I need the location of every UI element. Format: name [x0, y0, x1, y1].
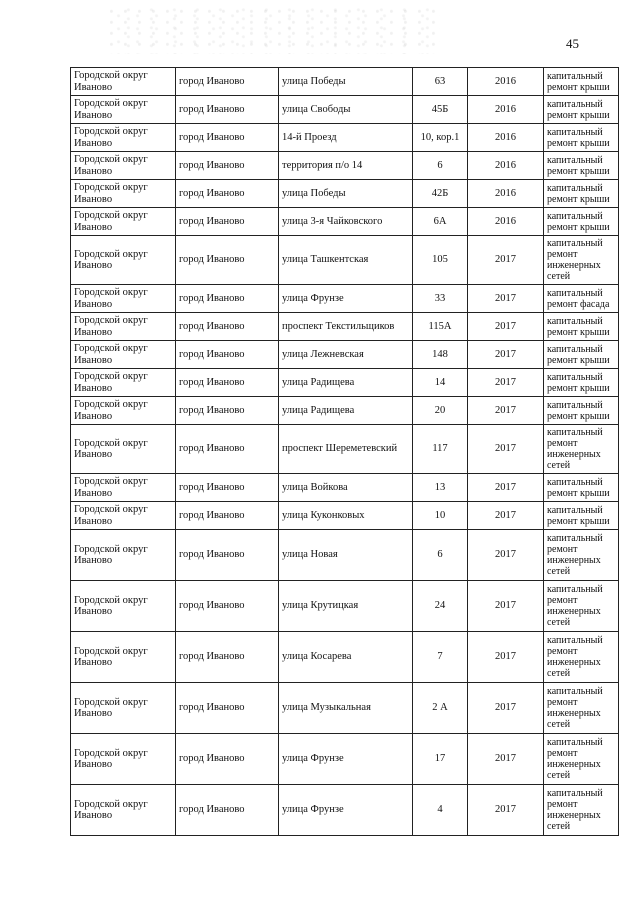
table-row	[71, 285, 619, 313]
cell-house-number: 105	[413, 236, 468, 285]
cell-street: улица Фрунзе	[279, 734, 413, 785]
cell-city: город Иваново	[176, 530, 279, 581]
cell-district: Городской округ Иваново	[71, 581, 176, 632]
cell-city: город Иваново	[176, 124, 279, 152]
cell-year: 2016	[468, 208, 544, 236]
cell-house-number: 17	[413, 734, 468, 785]
cell-district: Городской округ Иваново	[71, 397, 176, 425]
cell-work-type: капитальный ремонт крыши	[544, 474, 619, 502]
cell-district: Городской округ Иваново	[71, 734, 176, 785]
cell-house-number: 2 А	[413, 683, 468, 734]
cell-house-number: 117	[413, 425, 468, 474]
cell-house-number: 33	[413, 285, 468, 313]
cell-district: Городской округ Иваново	[71, 369, 176, 397]
cell-city: город Иваново	[176, 152, 279, 180]
cell-district: Городской округ Иваново	[71, 313, 176, 341]
cell-year: 2017	[468, 285, 544, 313]
table-row	[71, 341, 619, 369]
cell-street: улица 3-я Чайковского	[279, 208, 413, 236]
cell-house-number: 20	[413, 397, 468, 425]
cell-year: 2017	[468, 397, 544, 425]
repair-schedule-table	[70, 67, 619, 836]
cell-work-type: капитальный ремонт крыши	[544, 152, 619, 180]
table-row	[71, 785, 619, 836]
table-row	[71, 236, 619, 285]
cell-district: Городской округ Иваново	[71, 180, 176, 208]
cell-year: 2017	[468, 785, 544, 836]
cell-work-type: капитальный ремонт крыши	[544, 180, 619, 208]
cell-street: улица Крутицкая	[279, 581, 413, 632]
cell-year: 2017	[468, 581, 544, 632]
cell-district: Городской округ Иваново	[71, 683, 176, 734]
cell-house-number: 13	[413, 474, 468, 502]
table-row	[71, 581, 619, 632]
cell-city: город Иваново	[176, 96, 279, 124]
cell-house-number: 6А	[413, 208, 468, 236]
cell-work-type: капитальный ремонт инженерных сетей	[544, 425, 619, 474]
cell-year: 2017	[468, 425, 544, 474]
cell-city: город Иваново	[176, 341, 279, 369]
cell-work-type: капитальный ремонт инженерных сетей	[544, 785, 619, 836]
cell-work-type: капитальный ремонт крыши	[544, 208, 619, 236]
table-row	[71, 180, 619, 208]
cell-house-number: 148	[413, 341, 468, 369]
cell-city: город Иваново	[176, 683, 279, 734]
cell-house-number: 24	[413, 581, 468, 632]
cell-street: улица Новая	[279, 530, 413, 581]
cell-district: Городской округ Иваново	[71, 530, 176, 581]
cell-district: Городской округ Иваново	[71, 785, 176, 836]
table-row	[71, 68, 619, 96]
table-row	[71, 425, 619, 474]
table-row	[71, 152, 619, 180]
cell-work-type: капитальный ремонт инженерных сетей	[544, 581, 619, 632]
cell-work-type: капитальный ремонт крыши	[544, 502, 619, 530]
cell-house-number: 4	[413, 785, 468, 836]
cell-year: 2016	[468, 180, 544, 208]
cell-work-type: капитальный ремонт инженерных сетей	[544, 530, 619, 581]
cell-house-number: 10, кор.1	[413, 124, 468, 152]
cell-house-number: 7	[413, 632, 468, 683]
cell-year: 2016	[468, 124, 544, 152]
cell-district: Городской округ Иваново	[71, 96, 176, 124]
cell-district: Городской округ Иваново	[71, 425, 176, 474]
table-row	[71, 96, 619, 124]
table-row	[71, 397, 619, 425]
cell-city: город Иваново	[176, 68, 279, 96]
cell-city: город Иваново	[176, 397, 279, 425]
cell-work-type: капитальный ремонт крыши	[544, 313, 619, 341]
cell-house-number: 45Б	[413, 96, 468, 124]
table-body	[71, 68, 619, 836]
cell-city: город Иваново	[176, 313, 279, 341]
cell-street: улица Свободы	[279, 96, 413, 124]
cell-city: город Иваново	[176, 474, 279, 502]
cell-year: 2017	[468, 313, 544, 341]
cell-city: город Иваново	[176, 369, 279, 397]
cell-city: город Иваново	[176, 734, 279, 785]
cell-year: 2017	[468, 530, 544, 581]
cell-street: территория п/о 14	[279, 152, 413, 180]
cell-street: улица Победы	[279, 180, 413, 208]
table-row	[71, 124, 619, 152]
cell-work-type: капитальный ремонт инженерных сетей	[544, 632, 619, 683]
cell-year: 2017	[468, 632, 544, 683]
table-row	[71, 474, 619, 502]
table-row	[71, 208, 619, 236]
cell-year: 2017	[468, 734, 544, 785]
cell-work-type: капитальный ремонт крыши	[544, 68, 619, 96]
cell-city: город Иваново	[176, 180, 279, 208]
cell-street: проспект Текстильщиков	[279, 313, 413, 341]
cell-city: город Иваново	[176, 632, 279, 683]
cell-street: улица Победы	[279, 68, 413, 96]
table-row	[71, 313, 619, 341]
cell-street: 14-й Проезд	[279, 124, 413, 152]
table-row	[71, 502, 619, 530]
cell-city: город Иваново	[176, 208, 279, 236]
table-row	[71, 734, 619, 785]
cell-street: улица Фрунзе	[279, 285, 413, 313]
scan-artifact	[110, 8, 440, 54]
cell-street: улица Куконковых	[279, 502, 413, 530]
cell-year: 2016	[468, 96, 544, 124]
cell-year: 2017	[468, 236, 544, 285]
cell-work-type: капитальный ремонт крыши	[544, 341, 619, 369]
cell-street: улица Музыкальная	[279, 683, 413, 734]
cell-district: Городской округ Иваново	[71, 502, 176, 530]
cell-district: Городской округ Иваново	[71, 152, 176, 180]
cell-year: 2017	[468, 683, 544, 734]
cell-district: Городской округ Иваново	[71, 632, 176, 683]
cell-year: 2017	[468, 341, 544, 369]
cell-work-type: капитальный ремонт крыши	[544, 369, 619, 397]
cell-street: улица Войкова	[279, 474, 413, 502]
cell-house-number: 14	[413, 369, 468, 397]
cell-house-number: 63	[413, 68, 468, 96]
cell-house-number: 6	[413, 152, 468, 180]
cell-year: 2017	[468, 502, 544, 530]
cell-district: Городской округ Иваново	[71, 236, 176, 285]
cell-city: город Иваново	[176, 285, 279, 313]
cell-district: Городской округ Иваново	[71, 474, 176, 502]
cell-year: 2017	[468, 474, 544, 502]
table-row	[71, 530, 619, 581]
cell-year: 2017	[468, 369, 544, 397]
table-row	[71, 632, 619, 683]
page-number: 45	[566, 36, 579, 51]
cell-work-type: капитальный ремонт инженерных сетей	[544, 236, 619, 285]
cell-district: Городской округ Иваново	[71, 285, 176, 313]
cell-district: Городской округ Иваново	[71, 68, 176, 96]
cell-street: улица Радищева	[279, 369, 413, 397]
cell-city: город Иваново	[176, 785, 279, 836]
cell-house-number: 10	[413, 502, 468, 530]
cell-district: Городской округ Иваново	[71, 124, 176, 152]
cell-house-number: 115А	[413, 313, 468, 341]
cell-house-number: 6	[413, 530, 468, 581]
cell-house-number: 42Б	[413, 180, 468, 208]
cell-street: улица Фрунзе	[279, 785, 413, 836]
cell-city: город Иваново	[176, 236, 279, 285]
cell-work-type: капитальный ремонт фасада	[544, 285, 619, 313]
cell-work-type: капитальный ремонт инженерных сетей	[544, 734, 619, 785]
cell-street: улица Косарева	[279, 632, 413, 683]
cell-district: Городской округ Иваново	[71, 208, 176, 236]
cell-city: город Иваново	[176, 502, 279, 530]
cell-work-type: капитальный ремонт крыши	[544, 96, 619, 124]
cell-work-type: капитальный ремонт крыши	[544, 124, 619, 152]
cell-district: Городской округ Иваново	[71, 341, 176, 369]
cell-work-type: капитальный ремонт инженерных сетей	[544, 683, 619, 734]
cell-street: улица Лежневская	[279, 341, 413, 369]
cell-city: город Иваново	[176, 425, 279, 474]
cell-street: проспект Шереметевский	[279, 425, 413, 474]
cell-street: улица Ташкентская	[279, 236, 413, 285]
cell-year: 2016	[468, 152, 544, 180]
cell-city: город Иваново	[176, 581, 279, 632]
cell-street: улица Радищева	[279, 397, 413, 425]
cell-work-type: капитальный ремонт крыши	[544, 397, 619, 425]
cell-year: 2016	[468, 68, 544, 96]
table-row	[71, 683, 619, 734]
table-row	[71, 369, 619, 397]
